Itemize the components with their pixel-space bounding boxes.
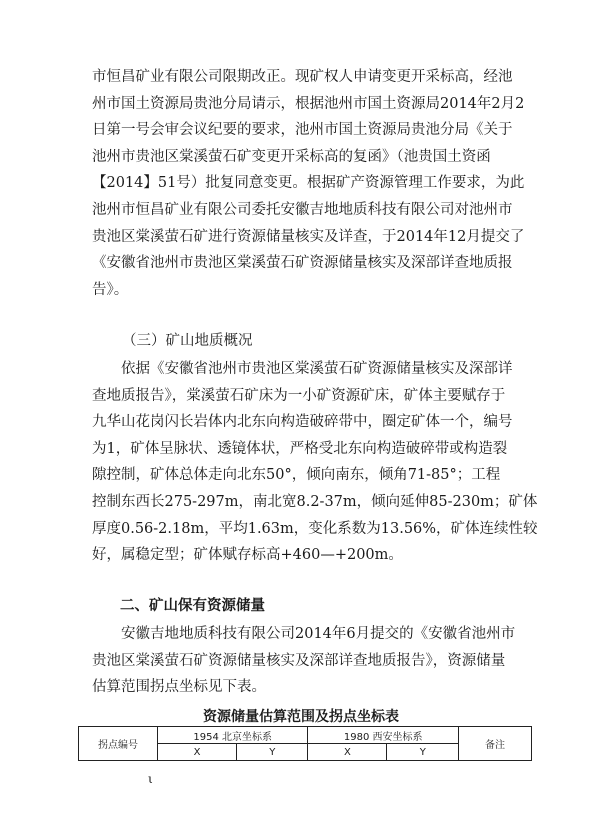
text-line: 好，属稳定型；矿体赋存标高+460—+200m。 <box>92 547 403 564</box>
text-line: 贵池区棠溪萤石矿资源储量核实及深部详查地质报告》，资源储量 <box>92 652 506 669</box>
header-point-number: 拐点编号 <box>79 727 158 761</box>
text-line: 厚度0.56-2.18m，平均1.63m，变化系数为13.56%，矿体连续性较 <box>92 520 538 537</box>
text-line: 市恒昌矿业有限公司限期改正。现矿权人申请变更开采标高，经池 <box>92 69 513 85</box>
text-line: 州市国土资源局贵池分局请示，根据池州市国土资源局2014年2月2 <box>92 95 525 112</box>
table-title: 资源储量估算范围及拐点坐标表 <box>203 709 399 725</box>
paragraph-reserves <box>92 621 522 701</box>
paragraph-geology <box>92 356 538 569</box>
text-line: 告》。 <box>92 281 129 298</box>
header-1980-x: X <box>308 744 387 761</box>
text-line: 依据《安徽省池州市贵池区棠溪萤石矿资源储量核实及深部详 <box>121 361 513 377</box>
section-heading-reserves: 二、矿山保有资源储量 <box>120 597 265 614</box>
text-line: 估算范围拐点坐标见下表。 <box>92 679 266 696</box>
text-line: 查地质报告》，棠溪萤石矿床为一小矿资源矿床，矿体主要赋存于 <box>92 387 506 404</box>
header-note: 备注 <box>459 727 532 761</box>
text-line: 日第一号会审会议纪要的要求，池州市国土资源局贵池分局《关于 <box>92 122 513 139</box>
header-1980-y: Y <box>387 744 459 761</box>
text-line: 为1，矿体呈脉状、透镜体状，严格受北东向构造破碎带或构造裂 <box>92 440 508 457</box>
text-line: 池州市贵池区棠溪萤石矿变更开采标高的复函》（池贵国土资函 <box>92 148 491 165</box>
paragraph-approval <box>92 64 525 303</box>
text-line: 贵池区棠溪萤石矿进行资源储量核实及详查，于2014年12月提交了 <box>92 228 525 245</box>
text-line: 《安徽省池州市贵池区棠溪萤石矿资源储量核实及深部详查地质报 <box>92 255 513 272</box>
header-1954-y: Y <box>237 744 308 761</box>
header-1980-system: 1980 西安坐标系 <box>308 727 459 744</box>
coordinates-table <box>78 726 532 761</box>
section-heading-geology: （三）矿山地质概况 <box>122 333 253 349</box>
stray-mark: ι <box>148 772 153 786</box>
text-line: 池州市恒昌矿业有限公司委托安徽吉地地质科技有限公司对池州市 <box>92 201 513 218</box>
text-line: 九华山花岗闪长岩体内北东向构造破碎带中，圈定矿体一个，编号 <box>92 414 513 431</box>
header-1954-system: 1954 北京坐标系 <box>158 727 308 744</box>
text-line: 【2014】51号）批复同意变更。根据矿产资源管理工作要求，为此 <box>92 175 525 192</box>
header-1954-x: X <box>158 744 237 761</box>
text-line: 隙控制，矿体总体走向北东50°，倾向南东，倾角71-85°；工程 <box>92 467 501 484</box>
text-line: 安徽吉地地质科技有限公司2014年6月提交的《安徽省池州市 <box>121 626 516 642</box>
table-header-row <box>79 727 532 744</box>
text-line: 控制东西长275-297m，南北宽8.2-37m，倾向延伸85-230m；矿体 <box>92 493 538 510</box>
